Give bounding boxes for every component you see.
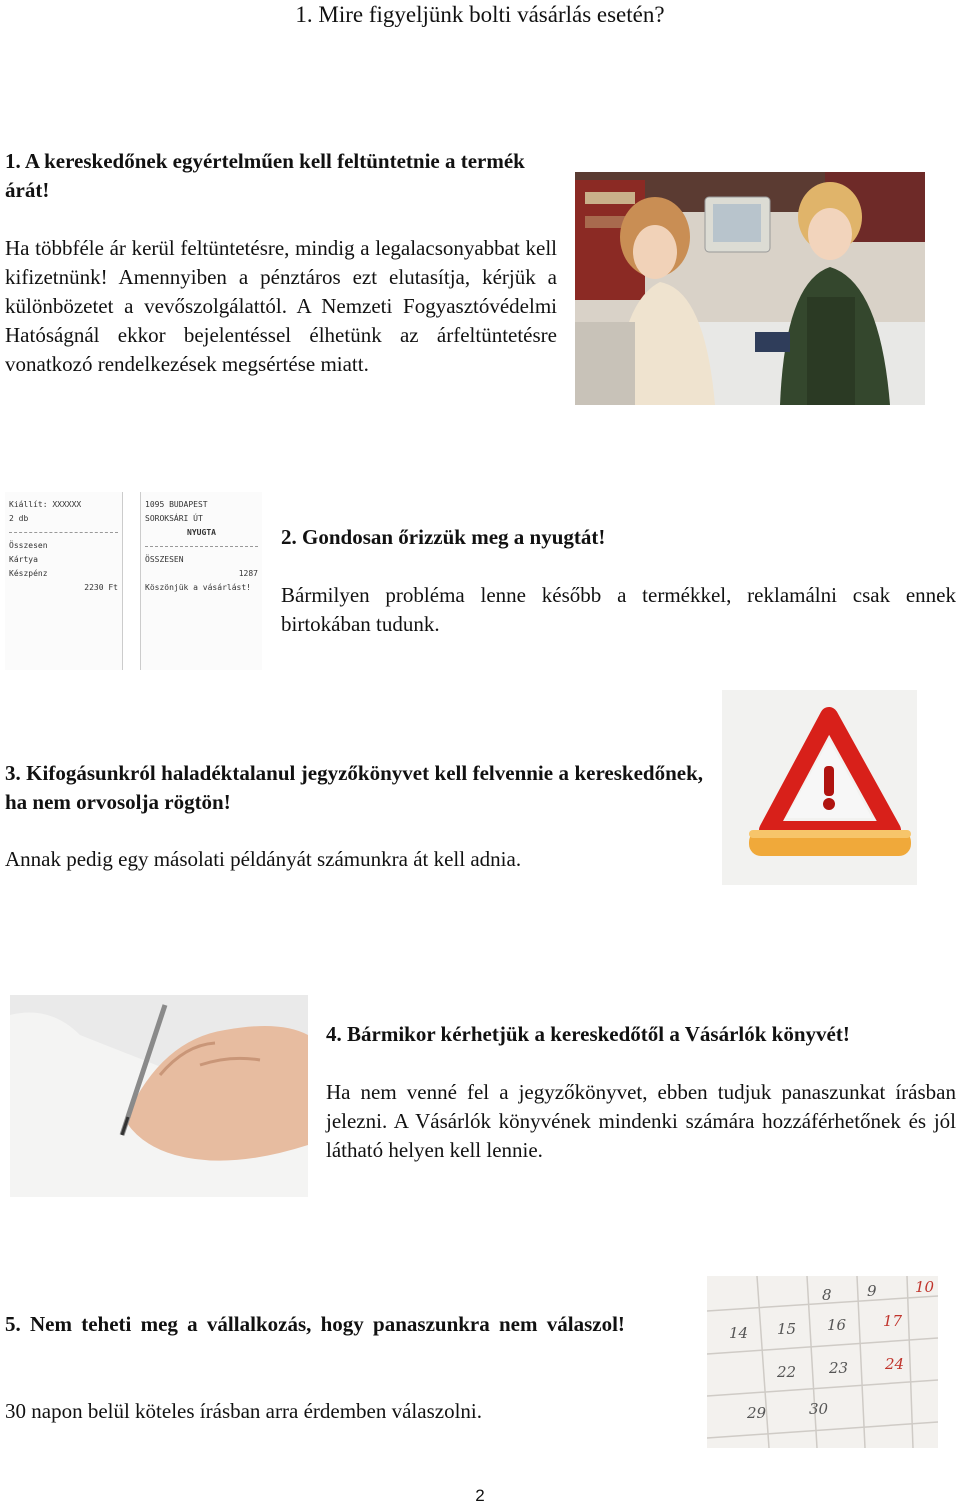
- page-title: 1. Mire figyeljünk bolti vásárlás esetén?: [295, 2, 665, 27]
- receipt-line: Kiállít: XXXXXX: [9, 500, 82, 509]
- calendar-day: 10: [915, 1278, 935, 1296]
- page-number: 2: [475, 1486, 485, 1505]
- receipt-line: SOROKSÁRI ÚT: [145, 514, 203, 523]
- section-5-heading: 5. Nem teheti meg a vállalkozás, hogy panaszunkra nem válaszol!: [5, 1312, 625, 1336]
- receipt-line: 2 db: [9, 514, 29, 523]
- calendar-day: 15: [777, 1320, 797, 1338]
- receipt-image-right: [140, 492, 262, 670]
- section-3-heading: 3. Kifogásunkról haladéktalanul jegyzőkönyvet kell felvennie a kereskedőnek, ha nem orvosolja rögtön!: [5, 761, 703, 814]
- calendar-day: 9: [867, 1282, 877, 1300]
- calendar-photo: [707, 1276, 938, 1448]
- section-3-body: Annak pedig egy másolati példányát számunkra át kell adnia.: [5, 847, 522, 871]
- receipt-line: 1287: [238, 569, 258, 578]
- calendar-day: 23: [829, 1359, 849, 1377]
- calendar-day: 8: [822, 1286, 832, 1304]
- cashier-photo: [575, 172, 925, 405]
- warning-triangle-icon: [722, 690, 917, 885]
- calendar-day: 24: [885, 1355, 905, 1373]
- receipt-image-left: [5, 492, 123, 670]
- calendar-day: 29: [747, 1404, 767, 1422]
- calendar-day: 22: [777, 1363, 797, 1381]
- section-4-heading: 4. Bármikor kérhetjük a kereskedőtől a Vásárlók könyvét!: [326, 1022, 850, 1046]
- calendar-day: 14: [729, 1324, 749, 1342]
- section-1-body: Ha többféle ár kerül feltüntetésre, mindig a legalacsonyabbat kell kifizetnünk! Amennyiben a pénztáros ezt elutasítja, kérjük a különbözetet a vevőszolgálattól. A Nemzeti Fogyasztóvédelmi Hatóságnál ekkor bejelentéssel élhetünk az árfeltüntetésre vonatkozó rendelkezések megsértése miatt.: [5, 236, 557, 376]
- receipt-line: Készpénz: [9, 569, 48, 578]
- section-2-heading: 2. Gondosan őrizzük meg a nyugtát!: [281, 525, 606, 549]
- section-4-body: Ha nem venné fel a jegyzőkönyvet, ebben tudjuk panaszunkat írásban jelezni. A Vásárlók könyvének mindenki számára hozzáférhetőnek és jól látható helyen kell lennie.: [326, 1080, 956, 1162]
- section-2-body: Bármilyen probléma lenne később a termékkel, reklamálni csak ennek birtokában tudunk.: [281, 583, 956, 636]
- calendar-day: 30: [809, 1400, 829, 1418]
- receipt-line: 1095 BUDAPEST: [145, 500, 208, 509]
- section-5-body: 30 napon belül köteles írásban arra érdemben válaszolni.: [5, 1399, 482, 1423]
- receipt-line: 2230 Ft: [84, 583, 118, 592]
- writing-hand-photo: [10, 995, 308, 1197]
- section-1-heading: 1. A kereskedőnek egyértelműen kell feltüntetnie a termék árát!: [5, 149, 525, 202]
- calendar-day: 17: [883, 1312, 903, 1330]
- receipt-line: Kártya: [9, 555, 38, 564]
- receipt-line: Összesen: [9, 541, 48, 550]
- receipt-line: Köszönjük a vásárlást!: [145, 583, 251, 592]
- receipt-line: ÖSSZESEN: [145, 555, 184, 564]
- calendar-day: 16: [827, 1316, 847, 1334]
- receipt-line: NYUGTA: [187, 528, 216, 537]
